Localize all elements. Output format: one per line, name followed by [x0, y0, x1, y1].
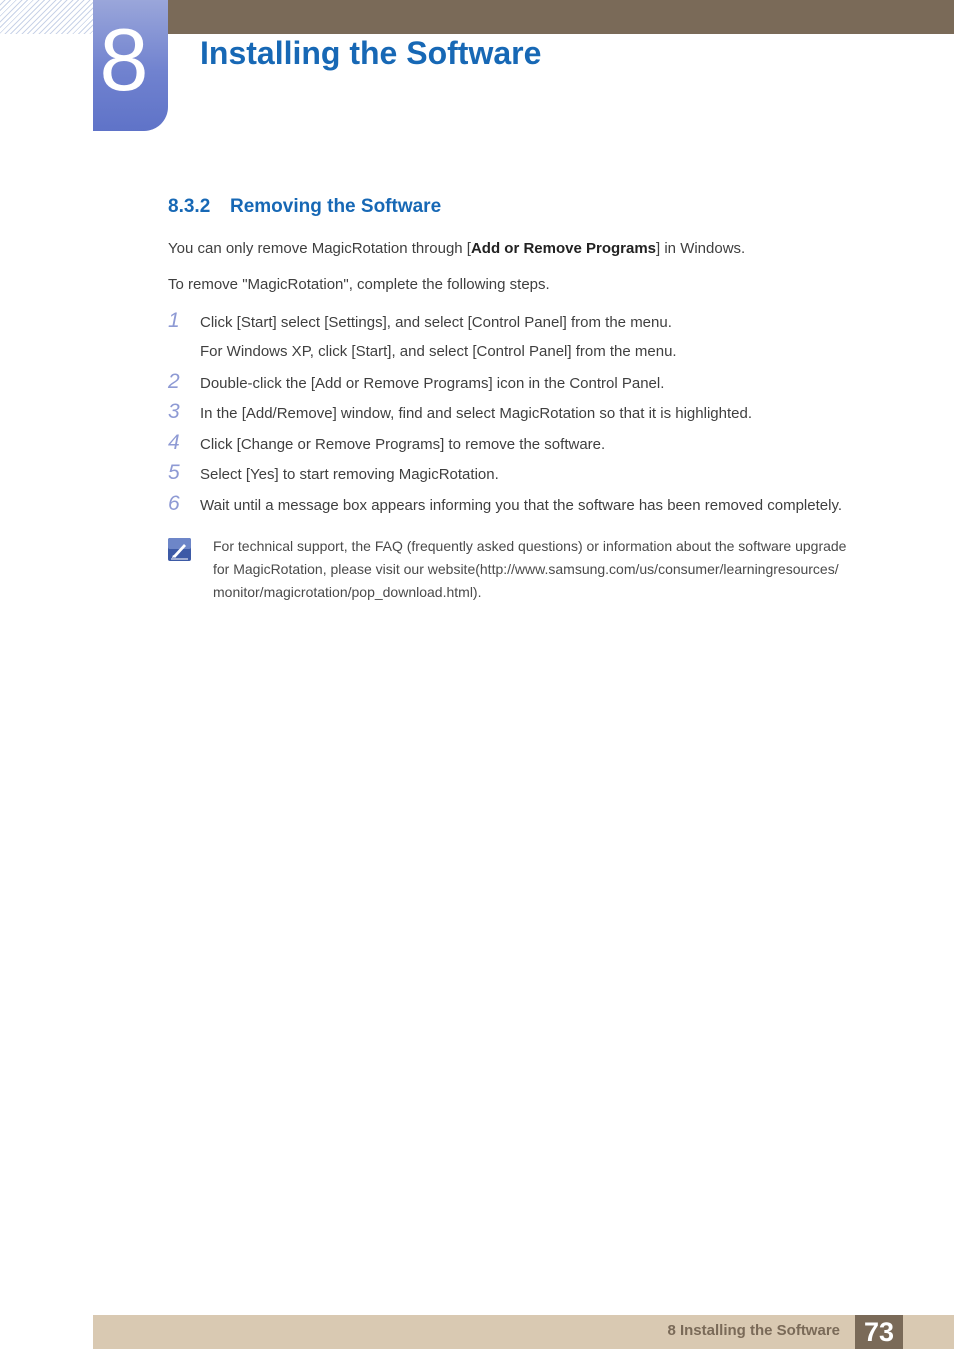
step-number: 2: [168, 370, 180, 393]
note-text: [213, 535, 885, 604]
step-text: In the [Add/Remove] window, find and select MagicRotation so that it is highlighted.: [200, 405, 752, 422]
step-item: [168, 400, 888, 426]
intro-paragraph-1: [168, 239, 745, 259]
section-number: 8.3.2: [168, 196, 211, 217]
intro-text: You can only remove MagicRotation through [: [168, 240, 471, 257]
decorative-hatch: [0, 0, 93, 34]
note-line: monitor/magicrotation/pop_download.html).: [213, 584, 482, 600]
step-text: Double-click the [Add or Remove Programs] icon in the Control Panel.: [200, 375, 665, 392]
step-item: [168, 309, 888, 335]
step-text: Select [Yes] to start removing MagicRotation.: [200, 466, 499, 483]
header-bar: [168, 0, 954, 34]
step-item: [168, 492, 888, 518]
footer-chapter-label: 8 Installing the Software: [667, 1322, 840, 1339]
note-pencil-icon: [168, 538, 191, 561]
section-heading: [168, 195, 441, 219]
section-title: Removing the Software: [230, 196, 442, 217]
note-line: for MagicRotation, please visit our website(http://www.samsung.com/us/consumer/learningresources/: [213, 561, 839, 577]
step-item: [168, 461, 888, 487]
intro-text-end: ] in Windows.: [656, 240, 746, 257]
step-number: 4: [168, 431, 180, 454]
step-text: For Windows XP, click [Start], and select [Control Panel] from the menu.: [200, 343, 677, 360]
step-text: Click [Start] select [Settings], and select [Control Panel] from the menu.: [200, 314, 672, 331]
intro-bold-text: Add or Remove Programs: [470, 240, 657, 257]
step-text: Click [Change or Remove Programs] to remove the software.: [200, 436, 606, 453]
chapter-number: 8: [99, 10, 149, 109]
step-number: 3: [168, 400, 180, 423]
step-subitem: [168, 342, 888, 364]
chapter-title: Installing the Software: [200, 35, 542, 71]
step-number: 5: [168, 461, 180, 484]
step-item: [168, 370, 888, 396]
intro-paragraph-2: To remove "MagicRotation", complete the following steps.: [168, 276, 550, 293]
note-line: For technical support, the FAQ (frequently asked questions) or information about the software upgrade: [213, 538, 847, 554]
step-number: 1: [168, 309, 180, 332]
step-item: [168, 431, 888, 457]
step-text: Wait until a message box appears informing you that the software has been removed completely.: [200, 497, 843, 514]
page-number: 73: [855, 1315, 903, 1349]
step-number: 6: [168, 492, 180, 515]
